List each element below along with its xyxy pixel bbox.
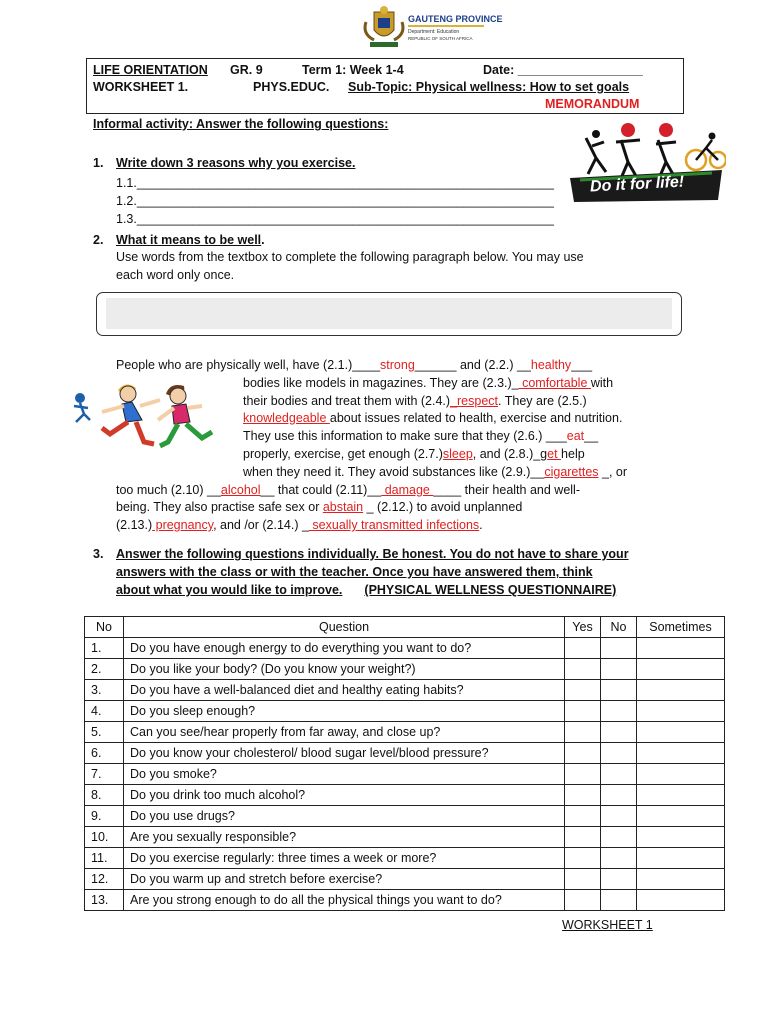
paragraph-text: ___ [571, 358, 593, 372]
answer-2-5: knowledgeable [243, 411, 330, 425]
answer-2-2: healthy [530, 358, 572, 372]
row-number: 7. [85, 764, 124, 785]
table-body [85, 638, 725, 911]
q3-line-3-wrap [116, 583, 616, 597]
no-checkbox-cell[interactable] [601, 722, 637, 743]
q3-line-3: about what you would like to improve. [116, 583, 343, 597]
paragraph-text: . They are (2.5.) [498, 394, 587, 408]
yes-checkbox-cell[interactable] [565, 869, 601, 890]
row-number: 4. [85, 701, 124, 722]
memorandum-label: MEMORANDUM [545, 97, 640, 111]
header-no: No [85, 617, 124, 638]
answer-2-11: damage [381, 483, 434, 497]
yes-checkbox-cell[interactable] [565, 890, 601, 911]
answer-line-1-3: 1.3.____________________________________________________________ [116, 212, 554, 226]
activity-title: Informal activity: Answer the following questions: [93, 117, 389, 131]
q2-number: 2. [93, 233, 104, 247]
header-question: Question [124, 617, 565, 638]
row-question: Do you sleep enough? [124, 701, 565, 722]
logo-divider [408, 25, 484, 27]
paragraph-text: help [561, 447, 585, 461]
footer-label: WORKSHEET 1 [562, 918, 653, 932]
answer-2-7: sleep [442, 447, 473, 461]
paragraph-text: ____ their health and well- [433, 483, 580, 497]
answer-2-3: comfortable [518, 376, 591, 390]
table-row [85, 722, 725, 743]
questionnaire-tag: (PHYSICAL WELLNESS QUESTIONNAIRE) [364, 583, 617, 597]
paragraph-line-5 [243, 429, 598, 443]
header-sometimes: Sometimes [637, 617, 725, 638]
logo-country: REPUBLIC OF SOUTH AFRICA [408, 36, 473, 41]
subtopic-label: Sub-Topic: Physical wellness: How to set goals [348, 80, 630, 94]
questionnaire-table [84, 616, 725, 911]
paragraph-text: about issues related to health, exercise and nutrition. [329, 411, 623, 425]
paragraph-line-4 [243, 411, 622, 425]
no-checkbox-cell[interactable] [601, 638, 637, 659]
paragraph-text: _ (2.12.) to avoid unplanned [363, 500, 523, 514]
no-checkbox-cell[interactable] [601, 785, 637, 806]
paragraph-text: __ that could (2.11)__ [260, 483, 382, 497]
table-row [85, 869, 725, 890]
yes-checkbox-cell[interactable] [565, 848, 601, 869]
paragraph-text: being. They also practise safe sex or [116, 500, 323, 514]
row-number: 10. [85, 827, 124, 848]
row-question: Are you strong enough to do all the physical things you want to do? [124, 890, 565, 911]
row-question: Do you have enough energy to do everything you want to do? [124, 638, 565, 659]
paragraph-text: __ [584, 429, 599, 443]
q3-line-1: Answer the following questions individually. Be honest. You do not have to share your [116, 547, 629, 561]
row-question: Do you smoke? [124, 764, 565, 785]
header-no-answer: No [601, 617, 637, 638]
row-number: 13. [85, 890, 124, 911]
row-question: Do you know your cholesterol/ blood sugar level/blood pressure? [124, 743, 565, 764]
paragraph-line-10 [116, 518, 483, 532]
term-label: Term 1: Week 1-4 [302, 63, 404, 77]
grade-label: GR. 9 [230, 63, 263, 77]
table-row [85, 638, 725, 659]
yes-checkbox-cell[interactable] [565, 743, 601, 764]
answer-line-1-1: 1.1.____________________________________________________________ [116, 176, 554, 190]
row-number: 11. [85, 848, 124, 869]
yes-checkbox-cell[interactable] [565, 701, 601, 722]
q1-number: 1. [93, 156, 104, 170]
paragraph-text: , and /or (2.14.) _ [213, 518, 309, 532]
no-checkbox-cell[interactable] [601, 701, 637, 722]
no-checkbox-cell[interactable] [601, 890, 637, 911]
no-checkbox-cell[interactable] [601, 680, 637, 701]
q2-instruction-2: each word only once. [116, 268, 235, 282]
paragraph-text: their bodies and treat them with (2.4.) [243, 394, 451, 408]
header-box [86, 58, 684, 114]
paragraph-text: , and (2.8.)_g [472, 447, 548, 461]
worksheet-label: WORKSHEET 1. [93, 80, 189, 94]
paragraph-line-2 [243, 376, 613, 390]
sometimes-checkbox-cell[interactable] [637, 659, 725, 680]
logo-title: GAUTENG PROVINCE [408, 14, 503, 24]
q2-instruction-1: Use words from the textbox to complete the following paragraph below. You may use [116, 250, 584, 264]
running-kids-illustration [62, 376, 238, 456]
answer-2-8: et [547, 447, 562, 461]
no-checkbox-cell[interactable] [601, 827, 637, 848]
row-number: 5. [85, 722, 124, 743]
row-number: 8. [85, 785, 124, 806]
word-textbox-fill [106, 298, 672, 329]
sometimes-checkbox-cell[interactable] [637, 764, 725, 785]
q3-number: 3. [93, 547, 104, 561]
paragraph-text: (2.13.) [116, 518, 153, 532]
table-row [85, 701, 725, 722]
q2-title-wrap: What it means to be well. [116, 233, 265, 247]
answer-2-1: strong [380, 358, 415, 372]
row-question: Can you see/hear properly from far away, and close up? [124, 722, 565, 743]
yes-checkbox-cell[interactable] [565, 638, 601, 659]
q2-title: What it means to be well [116, 233, 262, 247]
q1-title: Write down 3 reasons why you exercise. [116, 156, 356, 170]
row-question: Do you drink too much alcohol? [124, 785, 565, 806]
paragraph-text: too much (2.10) __ [116, 483, 221, 497]
table-row [85, 764, 725, 785]
row-question: Do you exercise regularly: three times a week or more? [124, 848, 565, 869]
row-question: Do you have a well-balanced diet and healthy eating habits? [124, 680, 565, 701]
paragraph-line-1 [116, 358, 592, 372]
sometimes-checkbox-cell[interactable] [637, 848, 725, 869]
sometimes-checkbox-cell[interactable] [637, 890, 725, 911]
row-number: 1. [85, 638, 124, 659]
paragraph-text: with [590, 376, 614, 390]
subject-label: LIFE ORIENTATION [93, 63, 208, 77]
paragraph-text: bodies like models in magazines. They are (2.3.)_ [243, 376, 519, 390]
header-yes: Yes [565, 617, 601, 638]
row-question: Do you like your body? (Do you know your weight?) [124, 659, 565, 680]
table-row [85, 890, 725, 911]
no-checkbox-cell[interactable] [601, 848, 637, 869]
date-field: Date: __________________ [483, 63, 643, 77]
coat-of-arms-icon [360, 4, 408, 50]
paragraph-text: when they need it. They avoid substances like (2.9.)__ [243, 465, 545, 479]
sometimes-checkbox-cell[interactable] [637, 827, 725, 848]
table-row [85, 743, 725, 764]
paragraph-text: properly, exercise, get enough (2.7.) [243, 447, 443, 461]
sometimes-checkbox-cell[interactable] [637, 806, 725, 827]
logo-dept: Department: Education [408, 29, 460, 35]
yes-checkbox-cell[interactable] [565, 806, 601, 827]
word-textbox [96, 292, 682, 336]
sometimes-checkbox-cell[interactable] [637, 680, 725, 701]
table-row [85, 680, 725, 701]
row-question: Are you sexually responsible? [124, 827, 565, 848]
table-row [85, 827, 725, 848]
paragraph-text: People who are physically well, have (2.1.)____ [116, 358, 381, 372]
sometimes-checkbox-cell[interactable] [637, 638, 725, 659]
paragraph-line-6 [243, 447, 585, 461]
do-it-for-life-illustration [566, 118, 726, 204]
paragraph-text: . [479, 518, 483, 532]
sometimes-checkbox-cell[interactable] [637, 743, 725, 764]
table-row [85, 848, 725, 869]
row-number: 12. [85, 869, 124, 890]
table-header-row [85, 617, 725, 638]
answer-2-14: sexually transmitted infections [308, 518, 480, 532]
paragraph-line-8 [116, 483, 580, 497]
answer-line-1-2: 1.2.____________________________________________________________ [116, 194, 554, 208]
answer-2-4: _respect [450, 394, 499, 408]
answer-2-6: eat [566, 429, 585, 443]
paragraph-text: ______ and (2.2.) __ [414, 358, 531, 372]
gauteng-logo [360, 4, 503, 50]
no-checkbox-cell[interactable] [601, 764, 637, 785]
paragraph-line-3 [243, 394, 587, 408]
yes-checkbox-cell[interactable] [565, 722, 601, 743]
no-checkbox-cell[interactable] [601, 806, 637, 827]
table-row [85, 659, 725, 680]
table-row [85, 806, 725, 827]
q3-line-2: answers with the class or with the teacher. Once you have answered them, think [116, 565, 593, 579]
answer-2-9: cigarettes [544, 465, 599, 479]
sometimes-checkbox-cell[interactable] [637, 869, 725, 890]
paragraph-line-9 [116, 500, 522, 514]
yes-checkbox-cell[interactable] [565, 680, 601, 701]
paragraph-text: _, or [598, 465, 628, 479]
answer-2-12: abstain [322, 500, 364, 514]
yes-checkbox-cell[interactable] [565, 785, 601, 806]
yes-checkbox-cell[interactable] [565, 659, 601, 680]
row-number: 2. [85, 659, 124, 680]
row-number: 9. [85, 806, 124, 827]
do-it-for-life-text: Do it for life! [589, 173, 685, 196]
running-figures-icon [62, 376, 238, 456]
paragraph-text: They use this information to make sure that they (2.6.) ___ [243, 429, 567, 443]
row-question: Do you use drugs? [124, 806, 565, 827]
sometimes-checkbox-cell[interactable] [637, 785, 725, 806]
row-number: 3. [85, 680, 124, 701]
row-number: 6. [85, 743, 124, 764]
sometimes-checkbox-cell[interactable] [637, 722, 725, 743]
section-label: PHYS.EDUC. [253, 80, 330, 94]
answer-2-13: pregnancy [152, 518, 214, 532]
no-checkbox-cell[interactable] [601, 743, 637, 764]
yes-checkbox-cell[interactable] [565, 764, 601, 785]
yes-checkbox-cell[interactable] [565, 827, 601, 848]
no-checkbox-cell[interactable] [601, 869, 637, 890]
sometimes-checkbox-cell[interactable] [637, 701, 725, 722]
answer-2-10: alcohol [220, 483, 261, 497]
table-row [85, 785, 725, 806]
paragraph-line-7 [243, 465, 627, 479]
row-question: Do you warm up and stretch before exercise? [124, 869, 565, 890]
no-checkbox-cell[interactable] [601, 659, 637, 680]
